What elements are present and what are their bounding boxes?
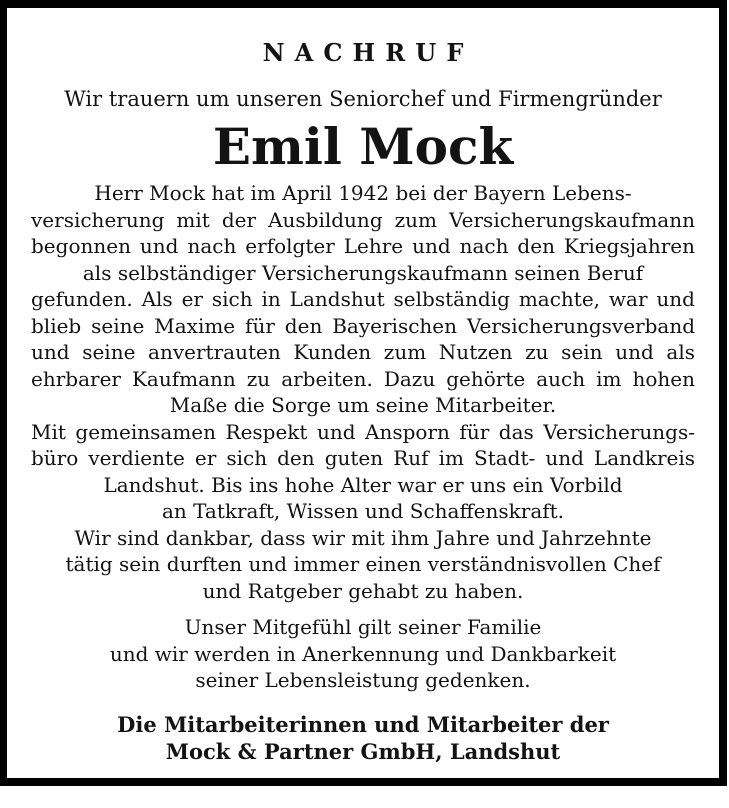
body-line: Wir sind dankbar, dass wir mit ihm Jahre und Jahrzehnte bbox=[74, 525, 652, 550]
body-line: gefunden. Als er sich in Landshut selbständig machte, war und bbox=[31, 287, 695, 311]
condolence-line: Unser Mitgefühl gilt seiner Familie bbox=[184, 615, 542, 639]
body-line: an Tatkraft, Wissen und Schaffenskraft. bbox=[161, 499, 565, 523]
body-line: begonnen und nach erfolgter Lehre und nach den Kriegsjahren bbox=[31, 234, 695, 258]
body-line: als selbständiger Versicherungskaufmann seinen Beruf bbox=[82, 260, 644, 285]
obituary-body bbox=[31, 180, 695, 604]
body-line: ehrbarer Kaufmann zu arbeiten. Dazu gehörte auch im hohen bbox=[31, 366, 695, 391]
body-line: blieb seine Maxime für den Bayerischen Versicherungsverband bbox=[31, 313, 695, 338]
notice-content bbox=[7, 38, 719, 808]
body-line: Landshut. Bis ins hohe Alter war er uns ein Vorbild bbox=[103, 472, 623, 497]
signature-block bbox=[31, 711, 695, 765]
body-line: Herr Mock hat im April 1942 bei der Bayern Lebens- bbox=[94, 181, 632, 205]
body-line: und seine anvertrauten Kunden zum Nutzen zu sein und als bbox=[31, 340, 695, 364]
body-line: und Ratgeber gehabt zu haben. bbox=[202, 578, 524, 603]
deceased-name: Emil Mock bbox=[212, 117, 514, 176]
signature-line: Mock & Partner GmbH, Landshut bbox=[165, 738, 561, 764]
body-line: tätig sein durften und immer einen verständnisvollen Chef bbox=[65, 552, 661, 576]
body-line: Maße die Sorge um seine Mitarbeiter. bbox=[169, 393, 557, 417]
notice-heading: NACHRUF bbox=[262, 38, 474, 67]
condolence-line: seiner Lebensleistung gedenken. bbox=[195, 668, 531, 692]
condolence-line: und wir werden in Anerkennung und Dankbarkeit bbox=[109, 641, 617, 666]
body-line: Mit gemeinsamen Respekt und Ansporn für das Versicherungs- bbox=[31, 419, 695, 444]
body-line: büro verdiente er sich den guten Ruf im Stadt- und Landkreis bbox=[31, 446, 695, 470]
body-line: versicherung mit der Ausbildung zum Versicherungskaufmann bbox=[31, 207, 695, 232]
notice-intro: Wir trauern um unseren Seniorchef und Firmengründer bbox=[64, 87, 662, 111]
condolence-block bbox=[31, 614, 695, 694]
signature-line: Die Mitarbeiterinnen und Mitarbeiter der bbox=[117, 711, 609, 737]
